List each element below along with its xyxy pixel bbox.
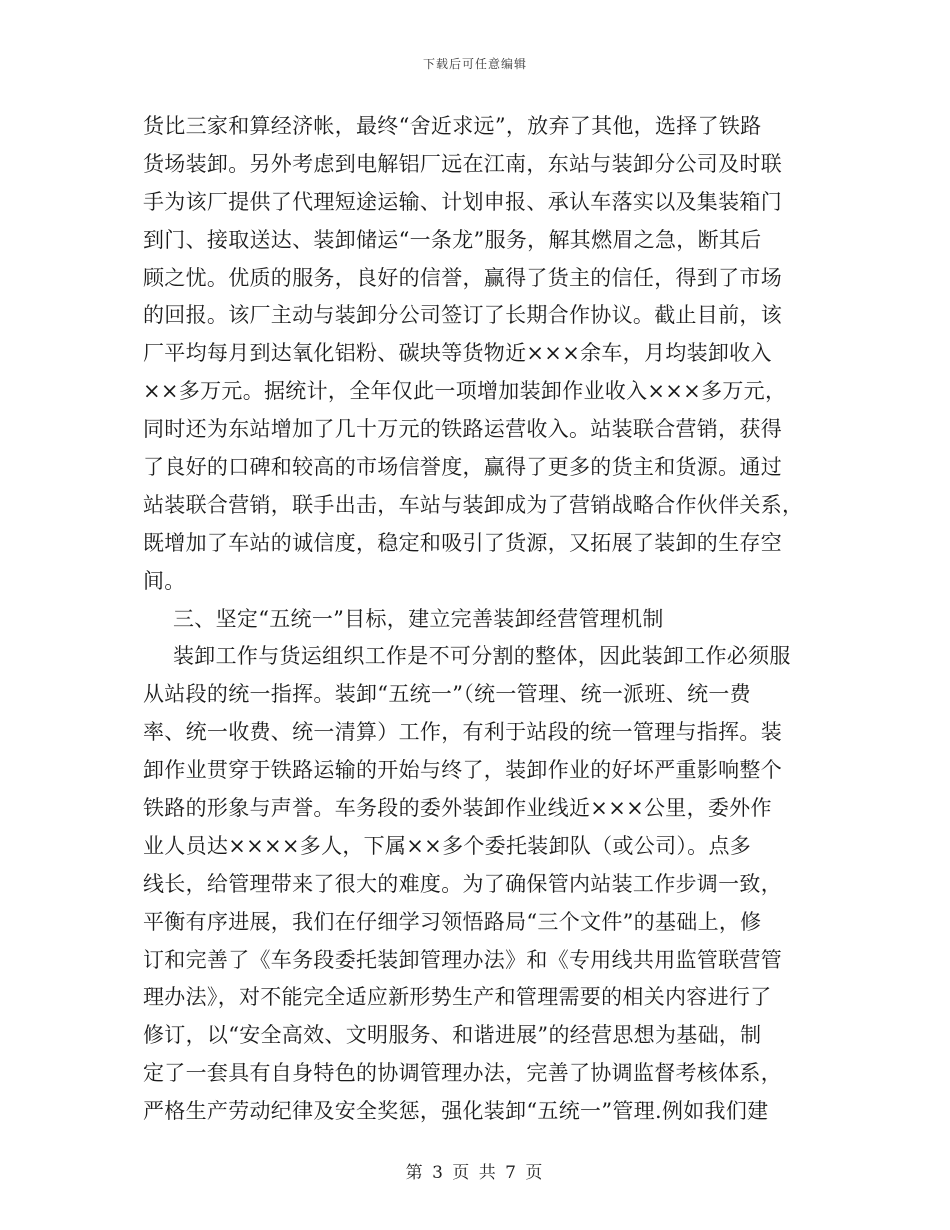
- body-line: 理办法》，对不能完全适应新形势生产和管理需要的相关内容进行了: [143, 985, 772, 1010]
- section-heading: 三、坚定“五统一”目标，建立完善装卸经营管理机制: [173, 606, 664, 631]
- body-line: 定了一套具有自身特色的协调管理办法，完善了协调监督考核体系，: [143, 1061, 782, 1086]
- body-line: 从站段的统一指挥。装卸“五统一”（统一管理、统一派班、统一费: [143, 682, 751, 707]
- document-body: [143, 108, 813, 1131]
- body-line: 业人员达××××多人，下属××多个委托装卸队（或公司）。点多: [143, 833, 752, 858]
- body-line: 到门、接取送达、装卸储运“一条龙”服务，解其燃眉之急，断其后: [143, 227, 762, 252]
- body-line: 站装联合营销，联手出击，车站与装卸成为了营销战略合作伙伴关系，: [143, 492, 804, 517]
- body-line: 装卸工作与货运组织工作是不可分割的整体，因此装卸工作必须服: [173, 644, 791, 669]
- body-line: 厂平均每月到达氧化铝粉、碳块等货物近×××余车，月均装卸收入: [143, 341, 772, 366]
- body-line: 顾之忧。优质的服务，良好的信誉，赢得了货主的信任，得到了市场: [143, 265, 782, 290]
- body-line: 了良好的口碑和较高的市场信誉度，赢得了更多的货主和货源。通过: [143, 455, 782, 480]
- body-line: 间。: [143, 568, 186, 593]
- body-line: 的回报。该厂主动与装卸分公司签订了长期合作协议。截止目前，该: [143, 303, 782, 328]
- page-number-footer: 第 3 页 共 7 页: [405, 1163, 545, 1183]
- body-line: 严格生产劳动纪律及安全奖惩，强化装卸“五统一”管理.例如我们建: [143, 1099, 769, 1124]
- body-line: 手为该厂提供了代理短途运输、计划申报、承认车落实以及集装箱门: [143, 189, 782, 214]
- body-line: 率、统一收费、统一清算）工作，有利于站段的统一管理与指挥。装: [143, 720, 782, 745]
- body-line: 线长，给管理带来了很大的难度。为了确保管内站装工作步调一致，: [143, 871, 782, 896]
- body-line: 既增加了车站的诚信度，稳定和吸引了货源，又拓展了装卸的生存空: [143, 530, 782, 555]
- body-line: 订和完善了《车务段委托装卸管理办法》和《专用线共用监管联营管: [143, 947, 782, 972]
- body-line: 铁路的形象与声誉。车务段的委外装卸作业线近×××公里，委外作: [143, 796, 772, 821]
- body-line: ××多万元。据统计，全年仅此一项增加装卸作业收入×××多万元，: [143, 379, 787, 404]
- body-line: 同时还为东站增加了几十万元的铁路运营收入。站装联合营销，获得: [143, 417, 782, 442]
- body-line: 卸作业贯穿于铁路运输的开始与终了，装卸作业的好坏严重影响整个: [143, 758, 782, 783]
- body-line: 修订，以“安全高效、文明服务、和谐进展”的经营思想为基础，制: [143, 1023, 762, 1048]
- page-header: 下载后可任意编辑: [422, 57, 527, 71]
- body-line: 货场装卸。另外考虑到电解铝厂远在江南，东站与装卸分公司及时联: [143, 151, 782, 176]
- body-line: 货比三家和算经济帐，最终“舍近求远”，放弃了其他，选择了铁路: [143, 114, 762, 138]
- body-line: 平衡有序进展，我们在仔细学习领悟路局“三个文件”的基础上，修: [143, 909, 762, 934]
